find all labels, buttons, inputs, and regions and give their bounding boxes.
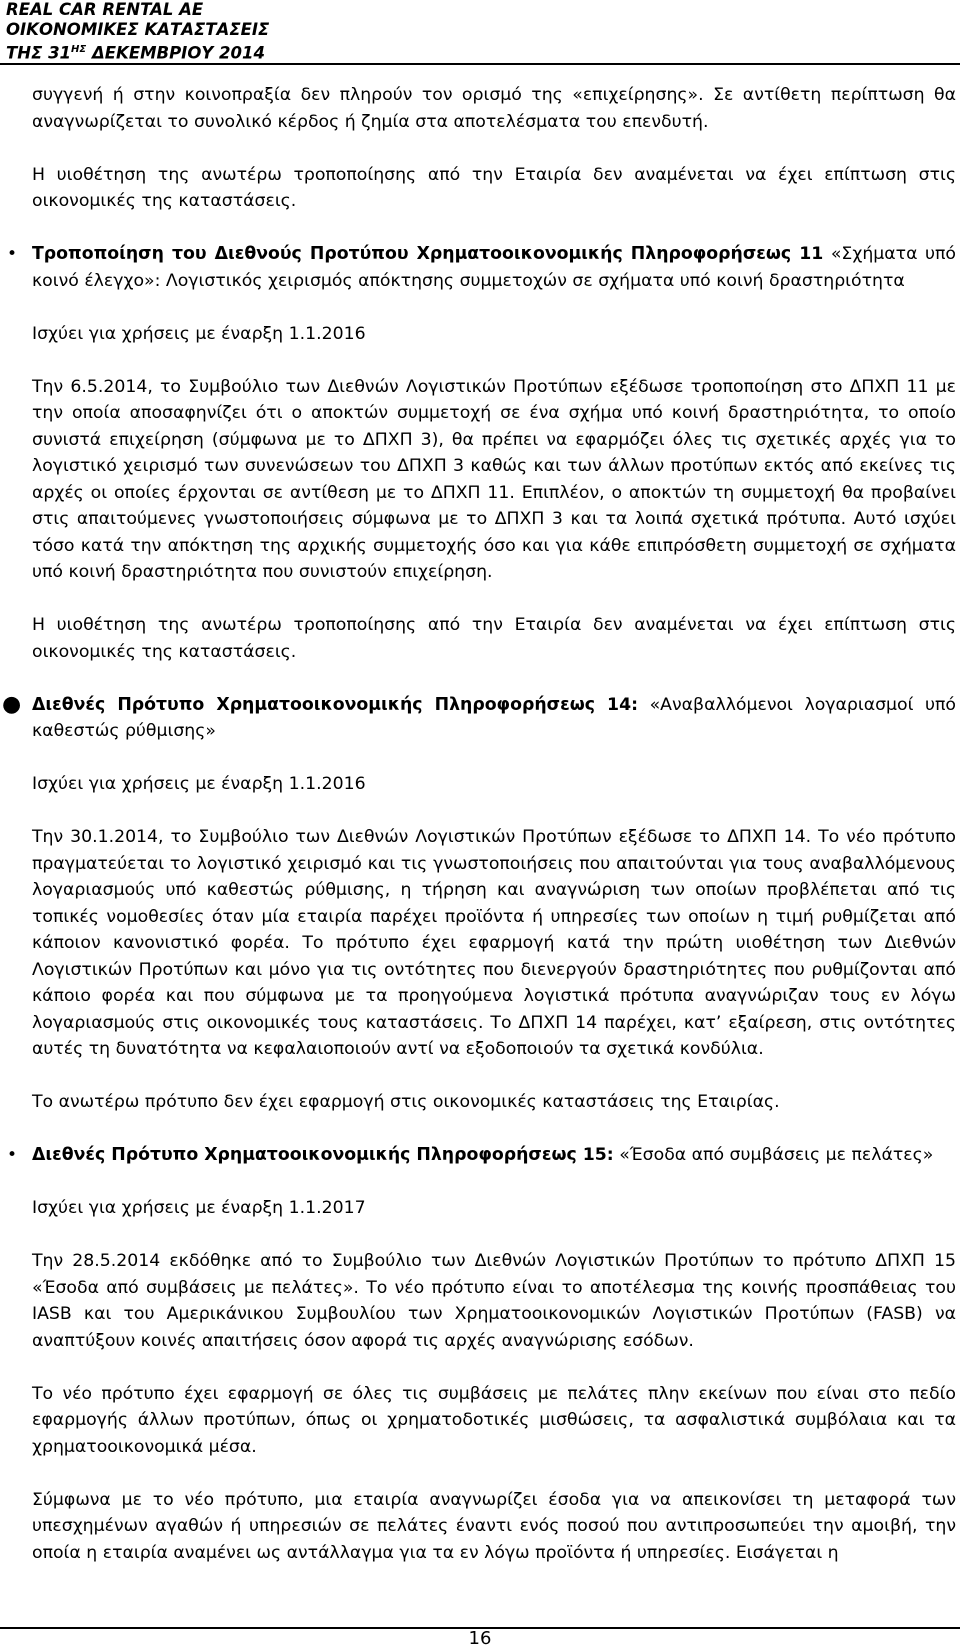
bullet-icon: ● [2,691,22,717]
document-header [6,0,406,64]
bullet-icon: • [7,1145,18,1165]
section-title: Τροποποίηση του Διεθνούς Προτύπου Χρηματοοικονομικής Πληροφορήσεως 11 «Σχήματα υπό κοινό έλεγχο»: Λογιστικός χειρισμός απόκτησης συμμετοχών σε σχήματα υπό κοινή δραστηριότητα [32,244,956,291]
paragraph: Το νέο πρότυπο έχει εφαρμογή σε όλες τις συμβάσεις με πελάτες πλην εκείνων που είναι στο πεδίο εφαρμογής άλλων προτύπων, όπως οι χρηματοδοτικές μισθώσεις, τα ασφαλιστικά συμβόλαια και τα χρηματοοικονομικά μέσα. [32,1383,956,1457]
document-date: ΤΗΣ $31^{H\Sigma}$ ΔΕΚΕΜΒΡΙΟΥ 2014 [6,43,265,63]
effective-date: Ισχύει για χρήσεις με έναρξη 1.1.2016 [32,774,366,794]
section-title: Διεθνές Πρότυπο Χρηματοοικονομικής Πληροφορήσεως 15: «Έσοδα από συμβάσεις με πελάτες» [32,1145,934,1165]
paragraph: Η υιοθέτηση της ανωτέρω τροποποίησης από την Εταιρία δεν αναμένεται να έχει επίπτωση στις οικονομικές της καταστάσεις. [32,164,956,211]
paragraph: Σύμφωνα με το νέο πρότυπο, μια εταιρία αναγνωρίζει έσοδα για να απεικονίσει τη μεταφορά των υπεσχημένων αγαθών ή υπηρεσιών σε πελάτες έναντι ενός ποσού που αντιπροσωπεύει την αμοιβή, την οποία η εταιρία αναμένει ως αντάλλαγμα για τα εν λόγω προϊόντα ή υπηρεσίες. Εισάγεται η [32,1489,956,1563]
page-number: 16 [468,1628,492,1649]
paragraph: Την 30.1.2014, το Συμβούλιο των Διεθνών Λογιστικών Προτύπων εξέδωσε το ΔΠΧΠ 14. Το νέο πρότυπο πραγματεύεται το λογιστικό χειρισμό και τις γνωστοποιήσεις που απαιτούνται για τους αναβαλλόμενους λογαριασμούς υπό καθεστώς ρύθμισης, η τήρηση και αναγνώριση των οποίων προβλέπεται από τις τοπικές νομοθεσίες όταν μία εταιρία παρέχει προϊόντα ή υπηρεσίες των οποίων η τιμή ρυθμίζεται από κάποιον κανονιστικό φορέα. Το πρότυπο έχει εφαρμογή κατά την πρώτη υιοθέτηση των Διεθνών Λογιστικών Προτύπων και μόνο για τις οντότητες που διενεργούν δραστηριότητες που ρυθμίζονται από κάποιο φορέα και που σύμφωνα με τα προηγούμενα λογιστικά πρότυπα αναγνώριζαν τους εν λόγω λογαριασμούς στις οικονομικές τους καταστάσεις. Το ΔΠΧΠ 14 παρέχει, κατ’ εξαίρεση, στις οντότητες αυτές τη δυνατότητα να κεφαλαιοποιούν αντί να εξοδοποιούν τα σχετικά κονδύλια. [32,827,956,1059]
paragraph: συγγενή ή στην κοινοπραξία δεν πληρούν τον ορισμό της «επιχείρησης». Σε αντίθετη περίπτωση θα αναγνωρίζεται το συνολικό κέρδος ή ζημία στα αποτελέσματα του επενδυτή. [32,85,956,132]
paragraph: Την 6.5.2014, το Συμβούλιο των Διεθνών Λογιστικών Προτύπων εξέδωσε τροποποίηση στο ΔΠΧΠ 11 με την οποία αποσαφηνίζει ότι ο αποκτών συμμετοχή σε ένα σχήμα υπό κοινή δραστηριότητα, το οποίο συνιστά επιχείρηση (σύμφωνα με το ΔΠΧΠ 3), θα πρέπει να εφαρμόζει όλες τις σχετικές αρχές για το λογιστικό χειρισμό των συνενώσεων του ΔΠΧΠ 3 καθώς και των άλλων προτύπων εκτός από εκείνες τις αρχές οι οποίες έρχονται σε αντίθεση με το ΔΠΧΠ 11. Επιπλέον, ο αποκτών τη συμμετοχή θα προβαίνει στις απαιτούμενες γνωστοποιήσεις σύμφωνα με το ΔΠΧΠ 3 και τα λοιπά σχετικά πρότυπα. Αυτό ισχύει τόσο κατά την απόκτηση της αρχικής συμμετοχής όσο και για κάθε επιπρόσθετη συμμετοχή σε σχήματα υπό κοινή δραστηριότητα που συνιστούν επιχείρηση. [32,376,956,582]
effective-date: Ισχύει για χρήσεις με έναρξη 1.1.2016 [32,323,366,344]
paragraph: Την 28.5.2014 εκδόθηκε από το Συμβούλιο των Διεθνών Λογιστικών Προτύπων το πρότυπο ΔΠΧΠ 15 «Έσοδα από συμβάσεις με πελάτες». Το νέο πρότυπο είναι το αποτέλεσμα της κοινής προσπάθειας του IASB και του Αμερικάνικου Συμβουλίου των Χρηματοοικονομικών Λογιστικών Προτύπων (FASB) να αναπτύξουν κοινές απαιτήσεις όσον αφορά τις αρχές αναγνώρισης εσόδων. [32,1251,956,1351]
section-ifrs11 [7,241,956,294]
paragraph: Η υιοθέτηση της ανωτέρω τροποποίησης από την Εταιρία δεν αναμένεται να έχει επίπτωση στις οικονομικές της καταστάσεις. [32,615,956,662]
paragraph: Το ανωτέρω πρότυπο δεν έχει εφαρμογή στις οικονομικές καταστάσεις της Εταιρίας. [32,1092,780,1112]
header-divider [0,63,960,65]
document-title: ΟΙΚΟΝΟΜΙΚΕΣ ΚΑΤΑΣΤΑΣΕΙΣ [6,20,270,39]
section-ifrs15 [7,1142,956,1169]
section-title: Διεθνές Πρότυπο Χρηματοοικονομικής Πληροφορήσεως 14: «Αναβαλλόμενοι λογαριασμοί υπό καθεστώς ρύθμισης» [32,694,957,741]
section-ifrs14 [2,691,957,745]
document-body [2,82,957,1566]
company-name: REAL CAR RENTAL ΑΕ [6,0,204,19]
effective-date: Ισχύει για χρήσεις με έναρξη 1.1.2017 [32,1198,366,1218]
bullet-icon: • [7,244,18,264]
